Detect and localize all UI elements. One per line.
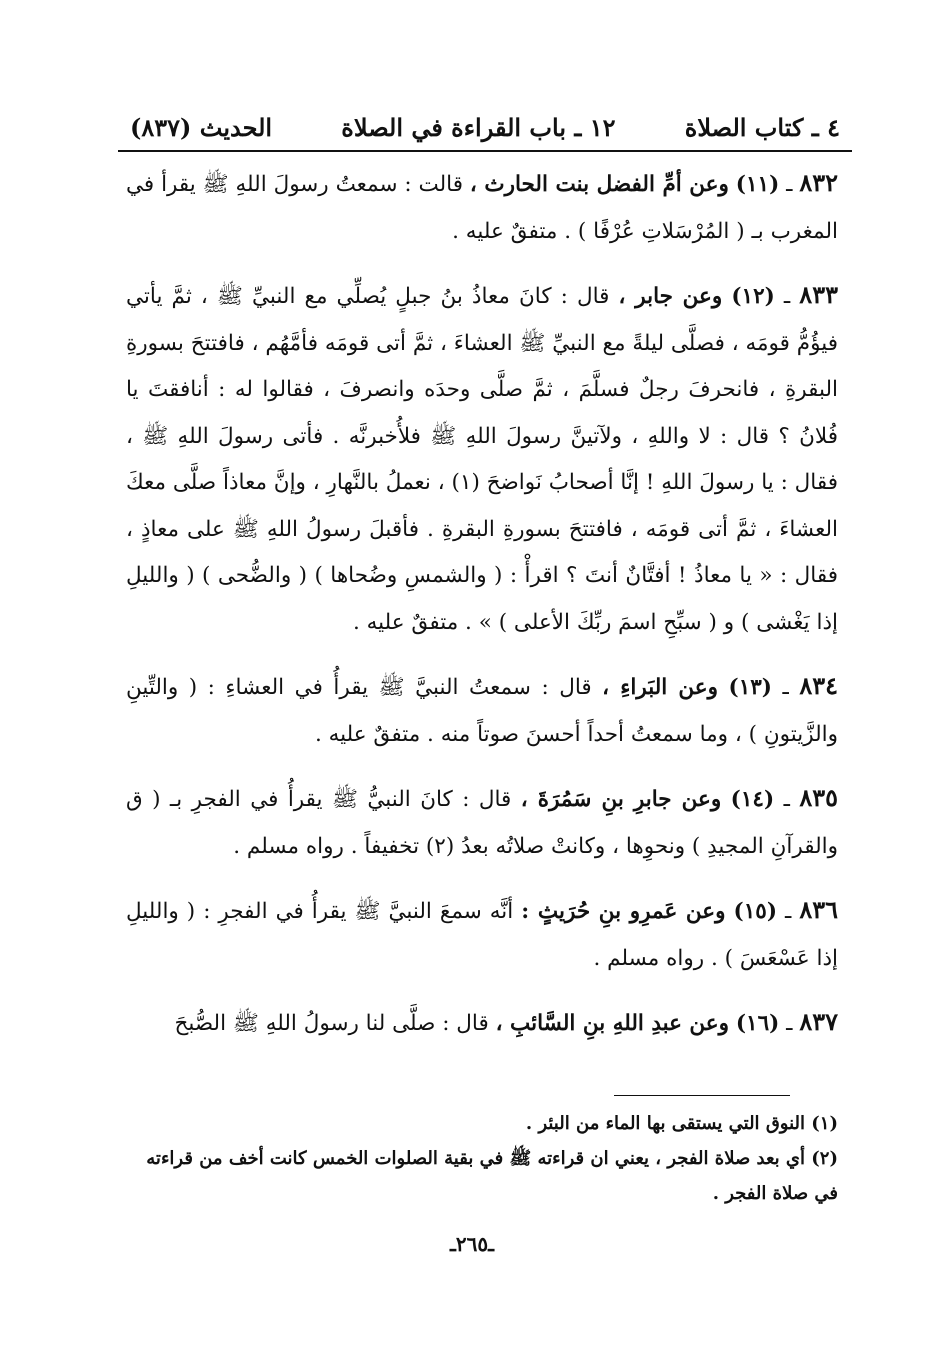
header-rule	[118, 150, 852, 152]
footnote-2: (٢) أي بعد صلاة الفجر ، يعني ان قراءته ﷺ في بقية الصلوات الخمس كانت أخف من قراءته في صلاة الفجر .	[146, 1148, 838, 1204]
hadith-narrator: وعن عَمرِو بنِ حُرَيثٍ :	[521, 899, 726, 924]
hadith-sequence: (١٣)	[728, 675, 772, 700]
hadith-sequence: (١١)	[735, 172, 780, 197]
hadith-entry: ٨٣٧ ـ (١٦) وعن عبدِ اللهِ بنِ السَّائبِ ، قال : صلَّى لنا رسولُ اللهِ ﷺ الصُّبحَ	[174, 1007, 838, 1036]
hadith-narrator: وعن عبدِ اللهِ بنِ السَّائبِ ،	[495, 1011, 730, 1036]
running-header	[130, 96, 840, 142]
hadith-number: ٨٣٢	[799, 168, 838, 197]
hadith-range: الحديث (٨٣٧)	[130, 113, 273, 142]
hadith-sequence: (١٤)	[730, 787, 775, 812]
hadith-number: ٨٣٦	[799, 895, 839, 924]
hadith-list	[126, 160, 838, 1065]
hadith-narrator: وعن البَراءِ ،	[602, 675, 718, 700]
hadith-text: أنَّه سمعَ النبيَّ ﷺ يقرأُ في الفجرِ : ( والليلِ إذا عَسْعَسَ ) . رواه مسلم .	[126, 899, 838, 971]
hadith-narrator: وعن جابرِ بنِ سَمُرَةَ ،	[520, 787, 722, 812]
hadith-text: قال : كانَ النبيُّ ﷺ يقرأُ في الفجرِ بـ ( ق والقرآنِ المجيدِ ) ونحوِها ، وكانتْ صلاتُه بعدُ (٢) تخفيفاً . رواه مسلم .	[126, 787, 838, 859]
hadith-number: ٨٣٤	[799, 671, 838, 700]
footnotes	[126, 1106, 838, 1211]
hadith-sequence: (١٥)	[733, 899, 778, 924]
hadith-entry: ٨٣٢ ـ (١١) وعن أمِّ الفضل بنت الحارث ، قالت : سمعتُ رسولَ اللهِ ﷺ يقرأ في المغرب بـ ( المُرْسَلاتِ عُرْفًا ) . متفقٌ عليه .	[126, 168, 838, 244]
hadith-sequence: (١٢)	[731, 284, 775, 309]
hadith-number: ٨٣٧	[799, 1007, 838, 1036]
hadith-number: ٨٣٣	[799, 280, 838, 309]
hadith-sequence: (١٦)	[735, 1011, 780, 1036]
hadith-entry: ٨٣٣ ـ (١٢) وعن جابر ، قال : كانَ معاذُ بنُ جبلٍ يُصلِّي مع النبيِّ ﷺ ، ثمَّ يأتي فيؤُمُّ قومَه ، فصلَّى ليلةً مع النبيِّ ﷺ العشاءَ ، ثمَّ أتى قومَه فأمَّهُم ، فافتتحَ بسورةِ البقرةِ ، فانحرفَ رجلٌ فسلَّمَ ، ثمَّ صلَّى وحدَه وانصرفَ ، فقالوا له : أنافقتَ يا فُلانُ ؟ قال : لا واللهِ ، ولآتينَّ رسولَ اللهِ ﷺ فلأُخبرنَّه . فأتى رسولَ اللهِ ﷺ ، فقال : يا رسولَ اللهِ ! إنَّا أصحابُ نَواضحَ (١) ، نعملُ بالنَّهارِ ، وإنَّ معاذاً صلَّى معكَ العشاءَ ، ثمَّ أتى قومَه ، فافتتحَ بسورةِ البقرةِ . فأقبلَ رسولُ اللهِ ﷺ على معاذٍ ، فقال : « يا معاذُ ! أفتَّانٌ أنتَ ؟ اقرأْ : ( والشمسِ وضُحاها ) ( والضُّحى ) ( والليلِ إذا يَغْشى ) و ( سبِّحِ اسمَ ربِّكَ الأعلى ) » . متفقٌ عليه .	[126, 280, 838, 635]
hadith-text: قال : صلَّى لنا رسولُ اللهِ ﷺ الصُّبحَ	[174, 1011, 489, 1036]
book-title: ٤ ـ كتاب الصلاة	[684, 113, 840, 142]
hadith-entry: ٨٣٦ ـ (١٥) وعن عَمرِو بنِ حُرَيثٍ : أنَّه سمعَ النبيَّ ﷺ يقرأُ في الفجرِ : ( والليلِ إذا عَسْعَسَ ) . رواه مسلم .	[126, 895, 839, 971]
page-number: ـ٢٦٥ـ	[450, 1232, 494, 1256]
chapter-title: ١٢ ـ باب القراءة في الصلاة	[341, 113, 616, 142]
hadith-text: قال : سمعتُ النبيَّ ﷺ يقرأُ في العشاءِ : ( والتِّينِ والزَّيتونِ ) ، وما سمعتُ أحداً أحسنَ صوتاً منه . متفقٌ عليه .	[126, 675, 838, 747]
hadith-narrator: وعن جابر ،	[618, 284, 723, 309]
hadith-text: قالت : سمعتُ رسولَ اللهِ ﷺ يقرأ في المغرب بـ ( المُرْسَلاتِ عُرْفًا ) . متفقٌ عليه .	[126, 172, 838, 244]
footnote-1: (١) النوق التي يستقى بها الماء من البئر .	[525, 1113, 838, 1134]
hadith-number: ٨٣٥	[799, 783, 838, 812]
hadith-narrator: وعن أمِّ الفضل بنت الحارث ،	[469, 172, 729, 197]
hadith-entry: ٨٣٥ ـ (١٤) وعن جابرِ بنِ سَمُرَةَ ، قال : كانَ النبيُّ ﷺ يقرأُ في الفجرِ بـ ( ق والقرآنِ المجيدِ ) ونحوِها ، وكانتْ صلاتُه بعدُ (٢) تخفيفاً . رواه مسلم .	[126, 783, 838, 859]
hadith-entry: ٨٣٤ ـ (١٣) وعن البَراءِ ، قال : سمعتُ النبيَّ ﷺ يقرأُ في العشاءِ : ( والتِّينِ والزَّيتونِ ) ، وما سمعتُ أحداً أحسنَ صوتاً منه . متفقٌ عليه .	[126, 671, 838, 747]
hadith-text: قال : كانَ معاذُ بنُ جبلٍ يُصلِّي مع النبيِّ ﷺ ، ثمَّ يأتي فيؤُمُّ قومَه ، فصلَّى ليلةً مع النبيِّ ﷺ العشاءَ ، ثمَّ أتى قومَه فأمَّهُم ، فافتتحَ بسورةِ البقرةِ ، فانحرفَ رجلٌ فسلَّمَ ، ثمَّ صلَّى وحدَه وانصرفَ ، فقالوا له : أنافقتَ يا فُلانُ ؟ قال : لا واللهِ ، ولآتينَّ رسولَ اللهِ ﷺ فلأُخبرنَّه . فأتى رسولَ اللهِ ﷺ ، فقال : يا رسولَ اللهِ ! إنَّا أصحابُ نَواضحَ (١) ، نعملُ بالنَّهارِ ، وإنَّ معاذاً صلَّى معكَ العشاءَ ، ثمَّ أتى قومَه ، فافتتحَ بسورةِ البقرةِ . فأقبلَ رسولُ اللهِ ﷺ على معاذٍ ، فقال : « يا معاذُ ! أفتَّانٌ أنتَ ؟ اقرأْ : ( والشمسِ وضُحاها ) ( والضُّحى ) ( والليلِ إذا يَغْشى ) و ( سبِّحِ اسمَ ربِّكَ الأعلى ) » . متفقٌ عليه .	[126, 284, 838, 635]
footnote-rule	[614, 1095, 790, 1096]
